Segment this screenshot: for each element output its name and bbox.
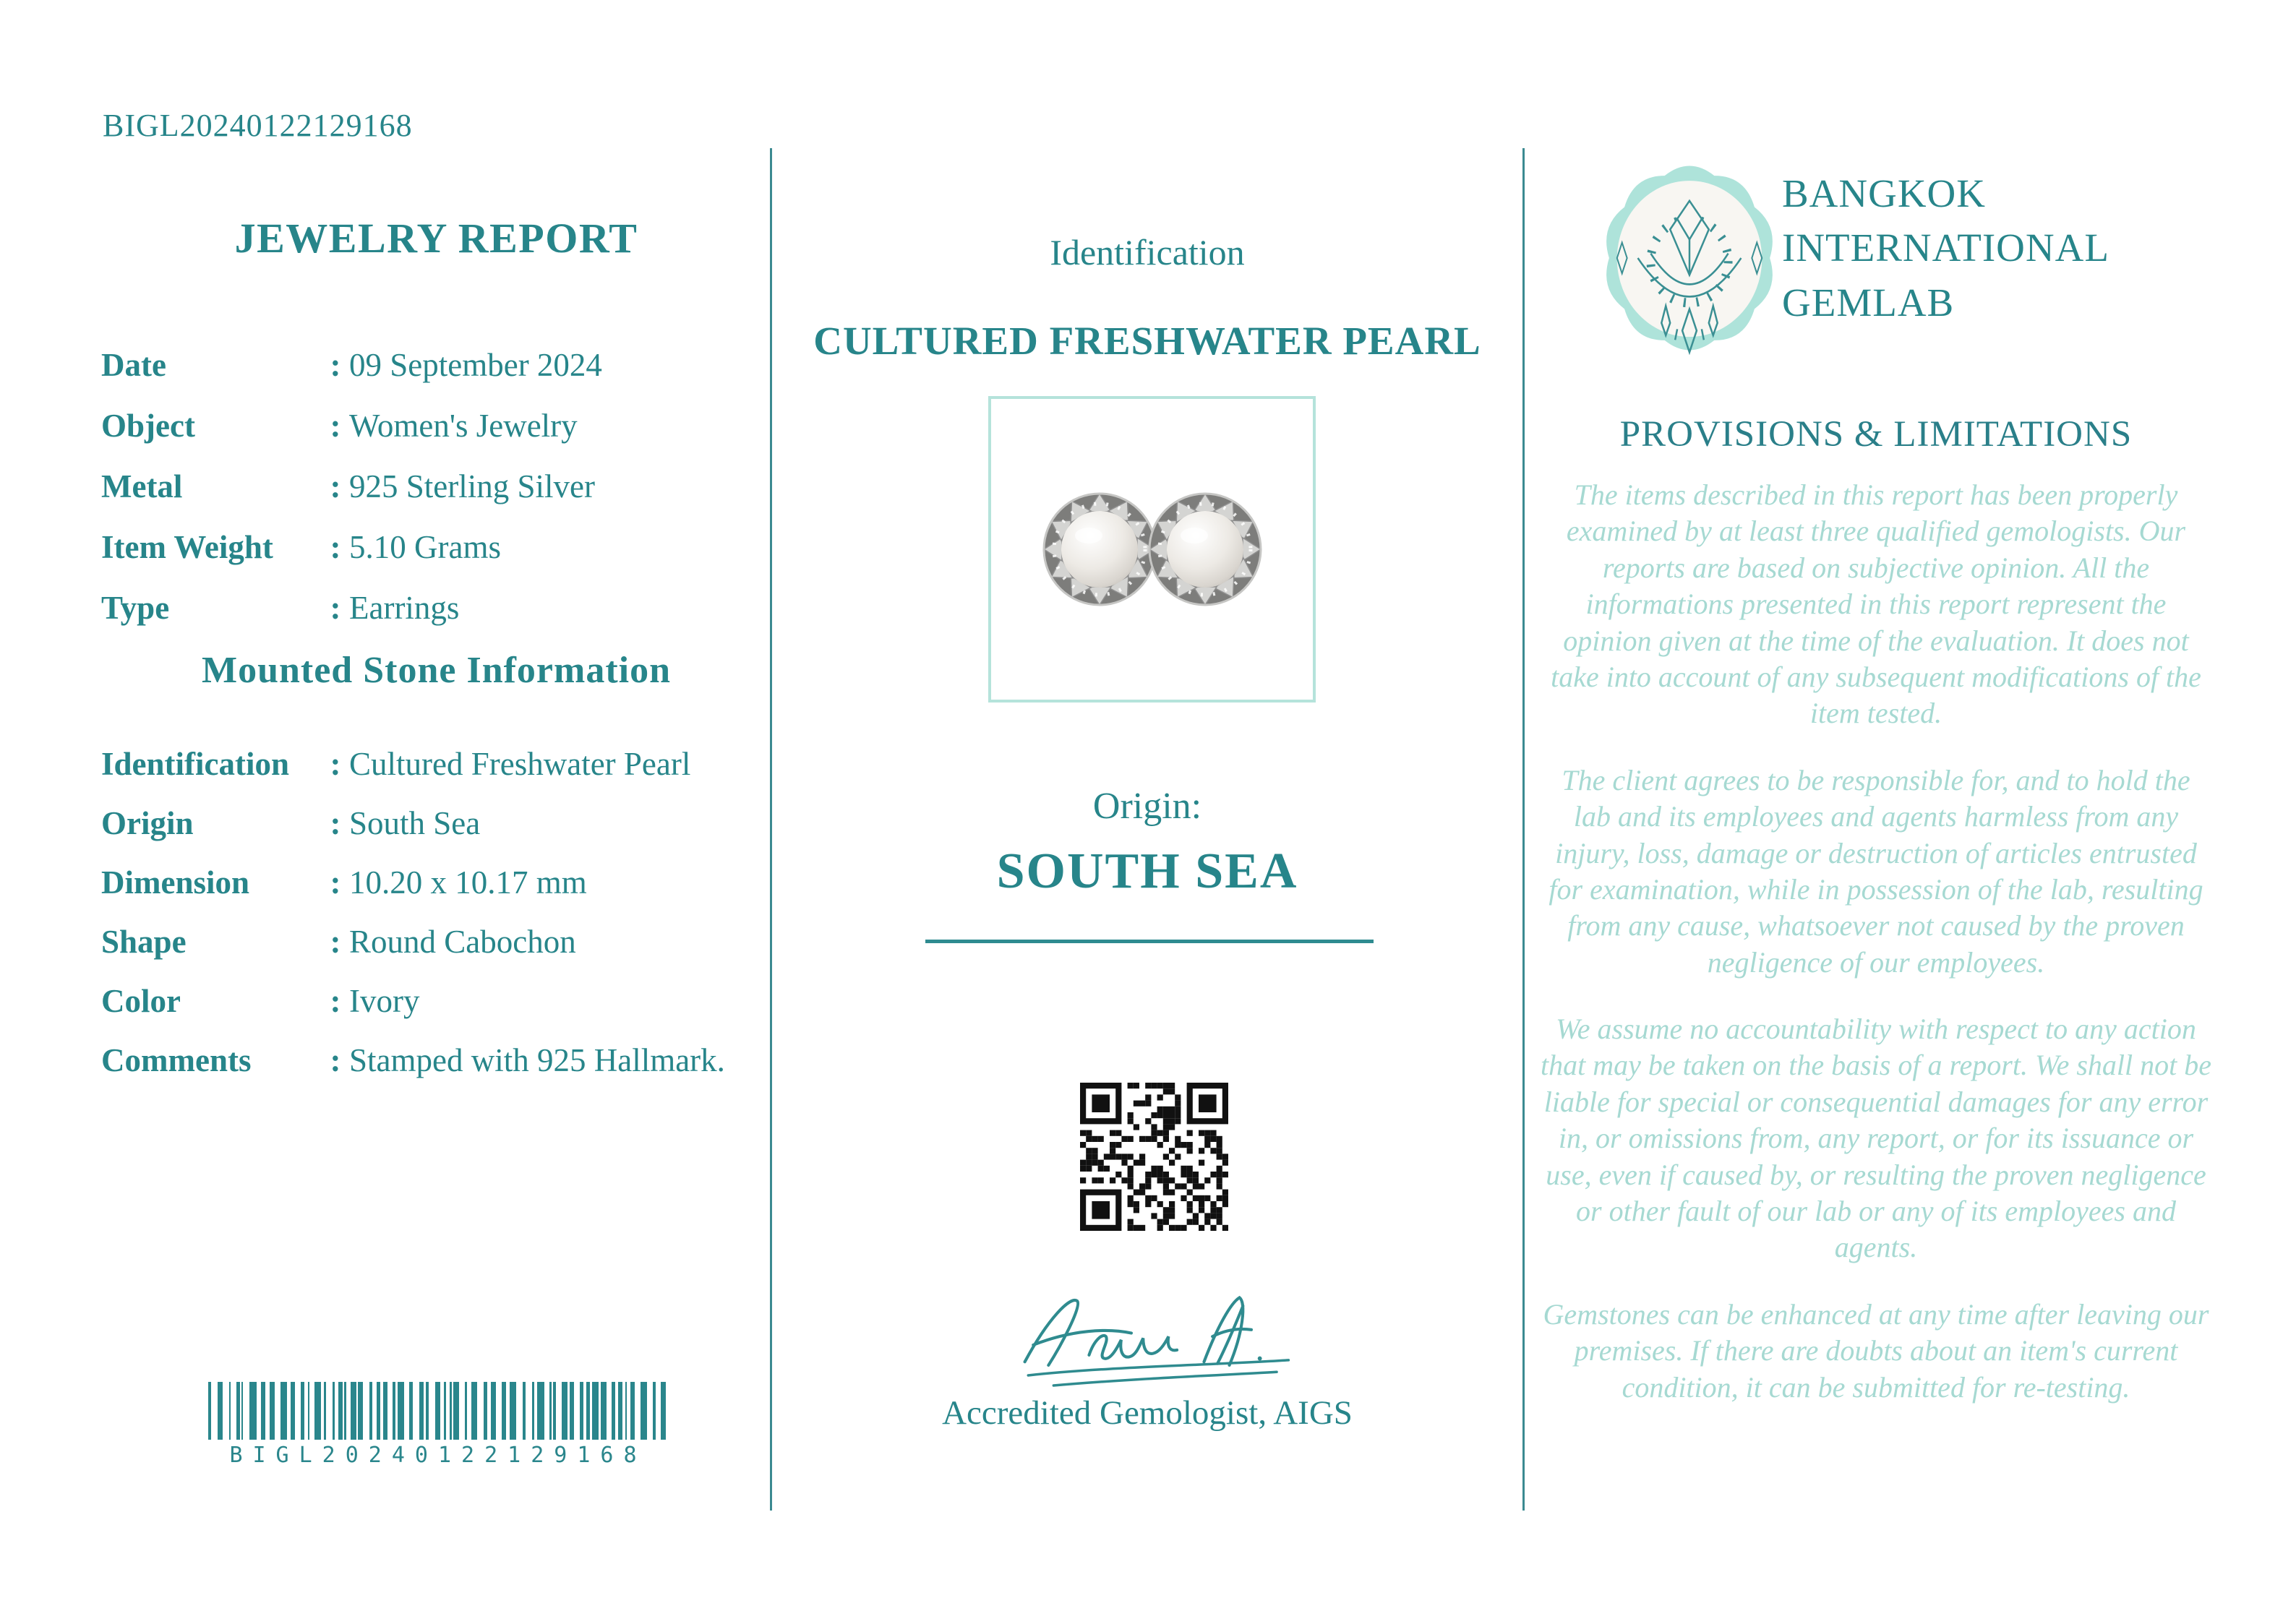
stone-colon (322, 981, 349, 1021)
stone-details-table (101, 744, 755, 1080)
item-photo-frame (988, 396, 1316, 703)
detail-label: Date (101, 347, 166, 383)
report-title: JEWELRY REPORT (234, 215, 638, 262)
detail-value: Earrings (349, 590, 460, 626)
certificate-number: BIGL20240122129168 (103, 108, 413, 143)
stone-colon (322, 922, 349, 961)
separator-line (925, 940, 1374, 943)
identification-heading: Identification (1050, 232, 1245, 272)
detail-value: 925 Sterling Silver (349, 468, 595, 504)
stone-value: 10.20 x 10.17 mm (349, 864, 587, 901)
barcode-bars (208, 1382, 668, 1440)
provisions-text (1540, 477, 2212, 1436)
stone-label: Shape (101, 924, 187, 960)
detail-colon (322, 345, 349, 384)
stone-value: Round Cabochon (349, 924, 576, 960)
origin-label: Origin: (1092, 786, 1202, 827)
identification-result: CULTURED FRESHWATER PEARL (813, 319, 1481, 363)
pearl-earrings-photo (991, 399, 1313, 700)
stone-label: Identification (101, 746, 290, 782)
provision-paragraph: The client agrees to be responsible for, and to hold the lab and its employees and agents harmless from any injury, loss, damage or destruction of articles entrusted for examination, while in possession of the lab, resulting from any cause, whatsoever not caused by the proven negligence of our employees. (1548, 763, 2203, 979)
provision-paragraph: We assume no accountability with respect to any action that may be taken on the basis of a report. We shall not be liable for special or consequential damages for any error in, or omissions from, any report, or for its issuance or use, even if caused by, or resulting the proven negligence or other fault of our lab or any of its employees and agents. (1540, 1013, 2212, 1264)
item-details-table (101, 345, 755, 627)
stone-colon (322, 863, 349, 902)
detail-label: Metal (101, 468, 183, 504)
lab-name-line: BANGKOK (1782, 171, 1986, 215)
detail-label: Object (101, 408, 195, 444)
stone-value: South Sea (349, 805, 481, 841)
stone-colon (322, 744, 349, 783)
stone-label: Color (101, 983, 181, 1019)
detail-label: Type (101, 590, 170, 626)
stone-value: Cultured Freshwater Pearl (349, 746, 691, 782)
provisions-title: PROVISIONS & LIMITATIONS (1619, 414, 2133, 455)
stone-colon (322, 804, 349, 843)
detail-colon (322, 528, 349, 567)
origin-value: SOUTH SEA (996, 843, 1298, 899)
stone-label: Origin (101, 805, 194, 841)
provision-paragraph: Gemstones can be enhanced at any time after leaving our premises. If there are doubts about an item's current condition, it can be submitted for re-testing. (1543, 1297, 2209, 1404)
stone-label: Dimension (101, 864, 250, 901)
detail-value: Women's Jewelry (349, 408, 578, 444)
detail-colon (322, 588, 349, 627)
detail-value: 5.10 Grams (349, 529, 501, 565)
lab-name (1782, 166, 2274, 330)
gemologist-signature (1001, 1281, 1312, 1391)
lab-logo-badge-icon (1596, 158, 1783, 358)
stone-value: Ivory (349, 983, 420, 1019)
stone-section-title: Mounted Stone Information (201, 650, 672, 691)
stone-label: Comments (101, 1042, 252, 1078)
stone-value: Stamped with 925 Hallmark. (349, 1042, 725, 1078)
barcode-text: BIGL20240122129168 (229, 1443, 647, 1468)
lab-name-line: GEMLAB (1782, 280, 1955, 325)
detail-label: Item Weight (101, 529, 273, 565)
lab-name-line: INTERNATIONAL (1782, 225, 2109, 270)
gemologist-title: Accredited Gemologist, AIGS (942, 1394, 1353, 1432)
detail-colon (322, 467, 349, 506)
detail-colon (322, 406, 349, 445)
detail-value: 09 September 2024 (349, 347, 602, 383)
provision-paragraph: The items described in this report has been properly examined by at least three qualified gemologists. Our reports are based on subjective opinion. All the informations presented in this report represent the opinion given at the time of the evaluation. It does not take into account of any subsequent modifications of the item tested. (1551, 478, 2201, 730)
barcode (208, 1382, 668, 1468)
qr-code (1080, 1083, 1228, 1231)
stone-colon (322, 1041, 349, 1080)
